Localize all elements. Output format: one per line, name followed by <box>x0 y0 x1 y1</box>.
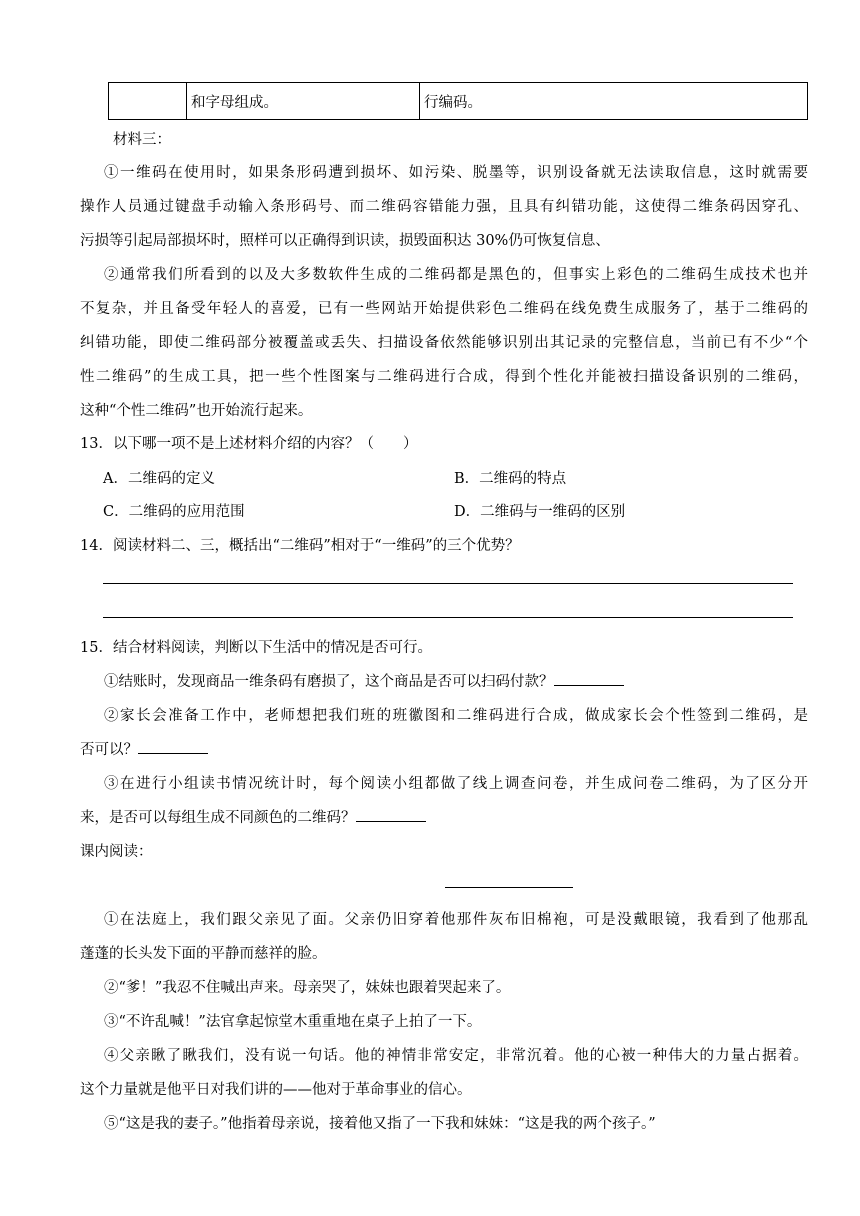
answer-line[interactable] <box>103 583 793 584</box>
table-cell <box>109 83 187 119</box>
option-a[interactable]: A．二维码的定义 <box>103 471 215 487</box>
paragraph-line: 操作人员通过键盘手动输入条形码号、而二维码容错能力强，且具有纠错功能，这使得二维条码因穿孔、 <box>80 199 808 215</box>
question-number: 15． <box>80 640 113 656</box>
option-d[interactable]: D．二维码与一维码的区别 <box>454 504 626 520</box>
question-text: 结合材料阅读，判断以下生活中的情况是否可行。 <box>112 640 432 656</box>
question-number: 14． <box>80 538 113 554</box>
option-b[interactable]: B．二维码的特点 <box>454 471 567 487</box>
sub-question-3-cont <box>80 806 426 827</box>
answer-blank[interactable] <box>554 671 624 686</box>
paragraph-line: 污损等引起局部损坏时，照样可以正确得到识读，损毁面积达 30%仍可恢复信息、 <box>80 233 610 249</box>
paragraph-line: 这种“个性二维码”也开始流行起来。 <box>80 403 313 419</box>
reading-paragraph: ⑤“这是我的妻子。”他指着母亲说，接着他又指了一下我和妹妹：“这是我的两个孩子。” <box>104 1116 656 1132</box>
sub-question-3: ③在进行小组读书情况统计时，每个阅读小组都做了线上调查问卷，并生成问卷二维码，为了区分开 <box>104 776 808 792</box>
title-blank[interactable] <box>445 887 573 888</box>
sub-question-text: ①结账时，发现商品一维条码有磨损了，这个商品是否可以扫码付款？ <box>104 674 554 690</box>
table-row <box>108 82 808 120</box>
reading-paragraph: ④父亲瞅了瞅我们，没有说一句话。他的神情非常安定，非常沉着。他的心被一种伟大的力量占据着。 <box>104 1048 808 1064</box>
reading-paragraph: ①在法庭上，我们跟父亲见了面。父亲仍旧穿着他那件灰布旧棉袍，可是没戴眼镜，我看到了他那乱 <box>104 912 808 928</box>
table-cell: 行编码。 <box>424 94 482 111</box>
paragraph-line: ①一维码在使用时，如果条形码遭到损坏、如污染、脱墨等，识别设备就无法读取信息，这时就需要 <box>104 165 808 181</box>
answer-line[interactable] <box>103 617 793 618</box>
reading-paragraph: ③“不许乱喊！”法官拿起惊堂木重重地在桌子上拍了一下。 <box>104 1014 482 1030</box>
option-c[interactable]: C．二维码的应用范围 <box>103 504 245 520</box>
paragraph-line: 纠错功能，即使二维码部分被覆盖或丢失、扫描设备依然能够识别出其记录的完整信息，当前已有不少“个 <box>80 335 808 351</box>
sub-question-2: ②家长会准备工作中，老师想把我们班的班徽图和二维码进行合成，做成家长会个性签到二维码，是 <box>104 708 808 724</box>
answer-blank[interactable] <box>356 807 426 822</box>
reading-paragraph: 蓬蓬的长头发下面的平静而慈祥的脸。 <box>80 946 327 962</box>
reading-section-title: 课内阅读： <box>80 844 153 860</box>
question-15 <box>80 636 432 657</box>
sub-question-text: 否可以？ <box>80 742 138 758</box>
question-text: 阅读材料二、三，概括出“二维码”相对于“一维码”的三个优势？ <box>112 538 520 554</box>
answer-blank[interactable] <box>138 739 208 754</box>
question-14 <box>80 534 520 555</box>
table-cell: 和字母组成。 <box>187 83 420 119</box>
paragraph-line: 性二维码”的生成工具，把一些个性图案与二维码进行合成，得到个性化并能被扫描设备识别的二维码， <box>80 369 808 385</box>
sub-question-1 <box>104 670 624 691</box>
paragraph-line: ②通常我们所看到的以及大多数软件生成的二维码都是黑色的，但事实上彩色的二维码生成技术也并 <box>104 267 808 283</box>
sub-question-2-cont <box>80 738 208 759</box>
question-text: 以下哪一项不是上述材料介绍的内容？（ ） <box>112 436 418 452</box>
material-three-title: 材料三： <box>113 132 171 148</box>
paragraph-line: 不复杂，并且备受年轻人的喜爱，已有一些网站开始提供彩色二维码在线免费生成服务了，基于二维码的 <box>80 301 808 317</box>
question-number: 13． <box>80 436 113 452</box>
question-13 <box>80 432 417 453</box>
reading-paragraph: 这个力量就是他平日对我们讲的——他对于革命事业的信心。 <box>80 1082 472 1098</box>
reading-paragraph: ②“爹！”我忍不住喊出声来。母亲哭了，妹妹也跟着哭起来了。 <box>104 980 511 996</box>
sub-question-text: 来，是否可以每组生成不同颜色的二维码？ <box>80 810 356 826</box>
